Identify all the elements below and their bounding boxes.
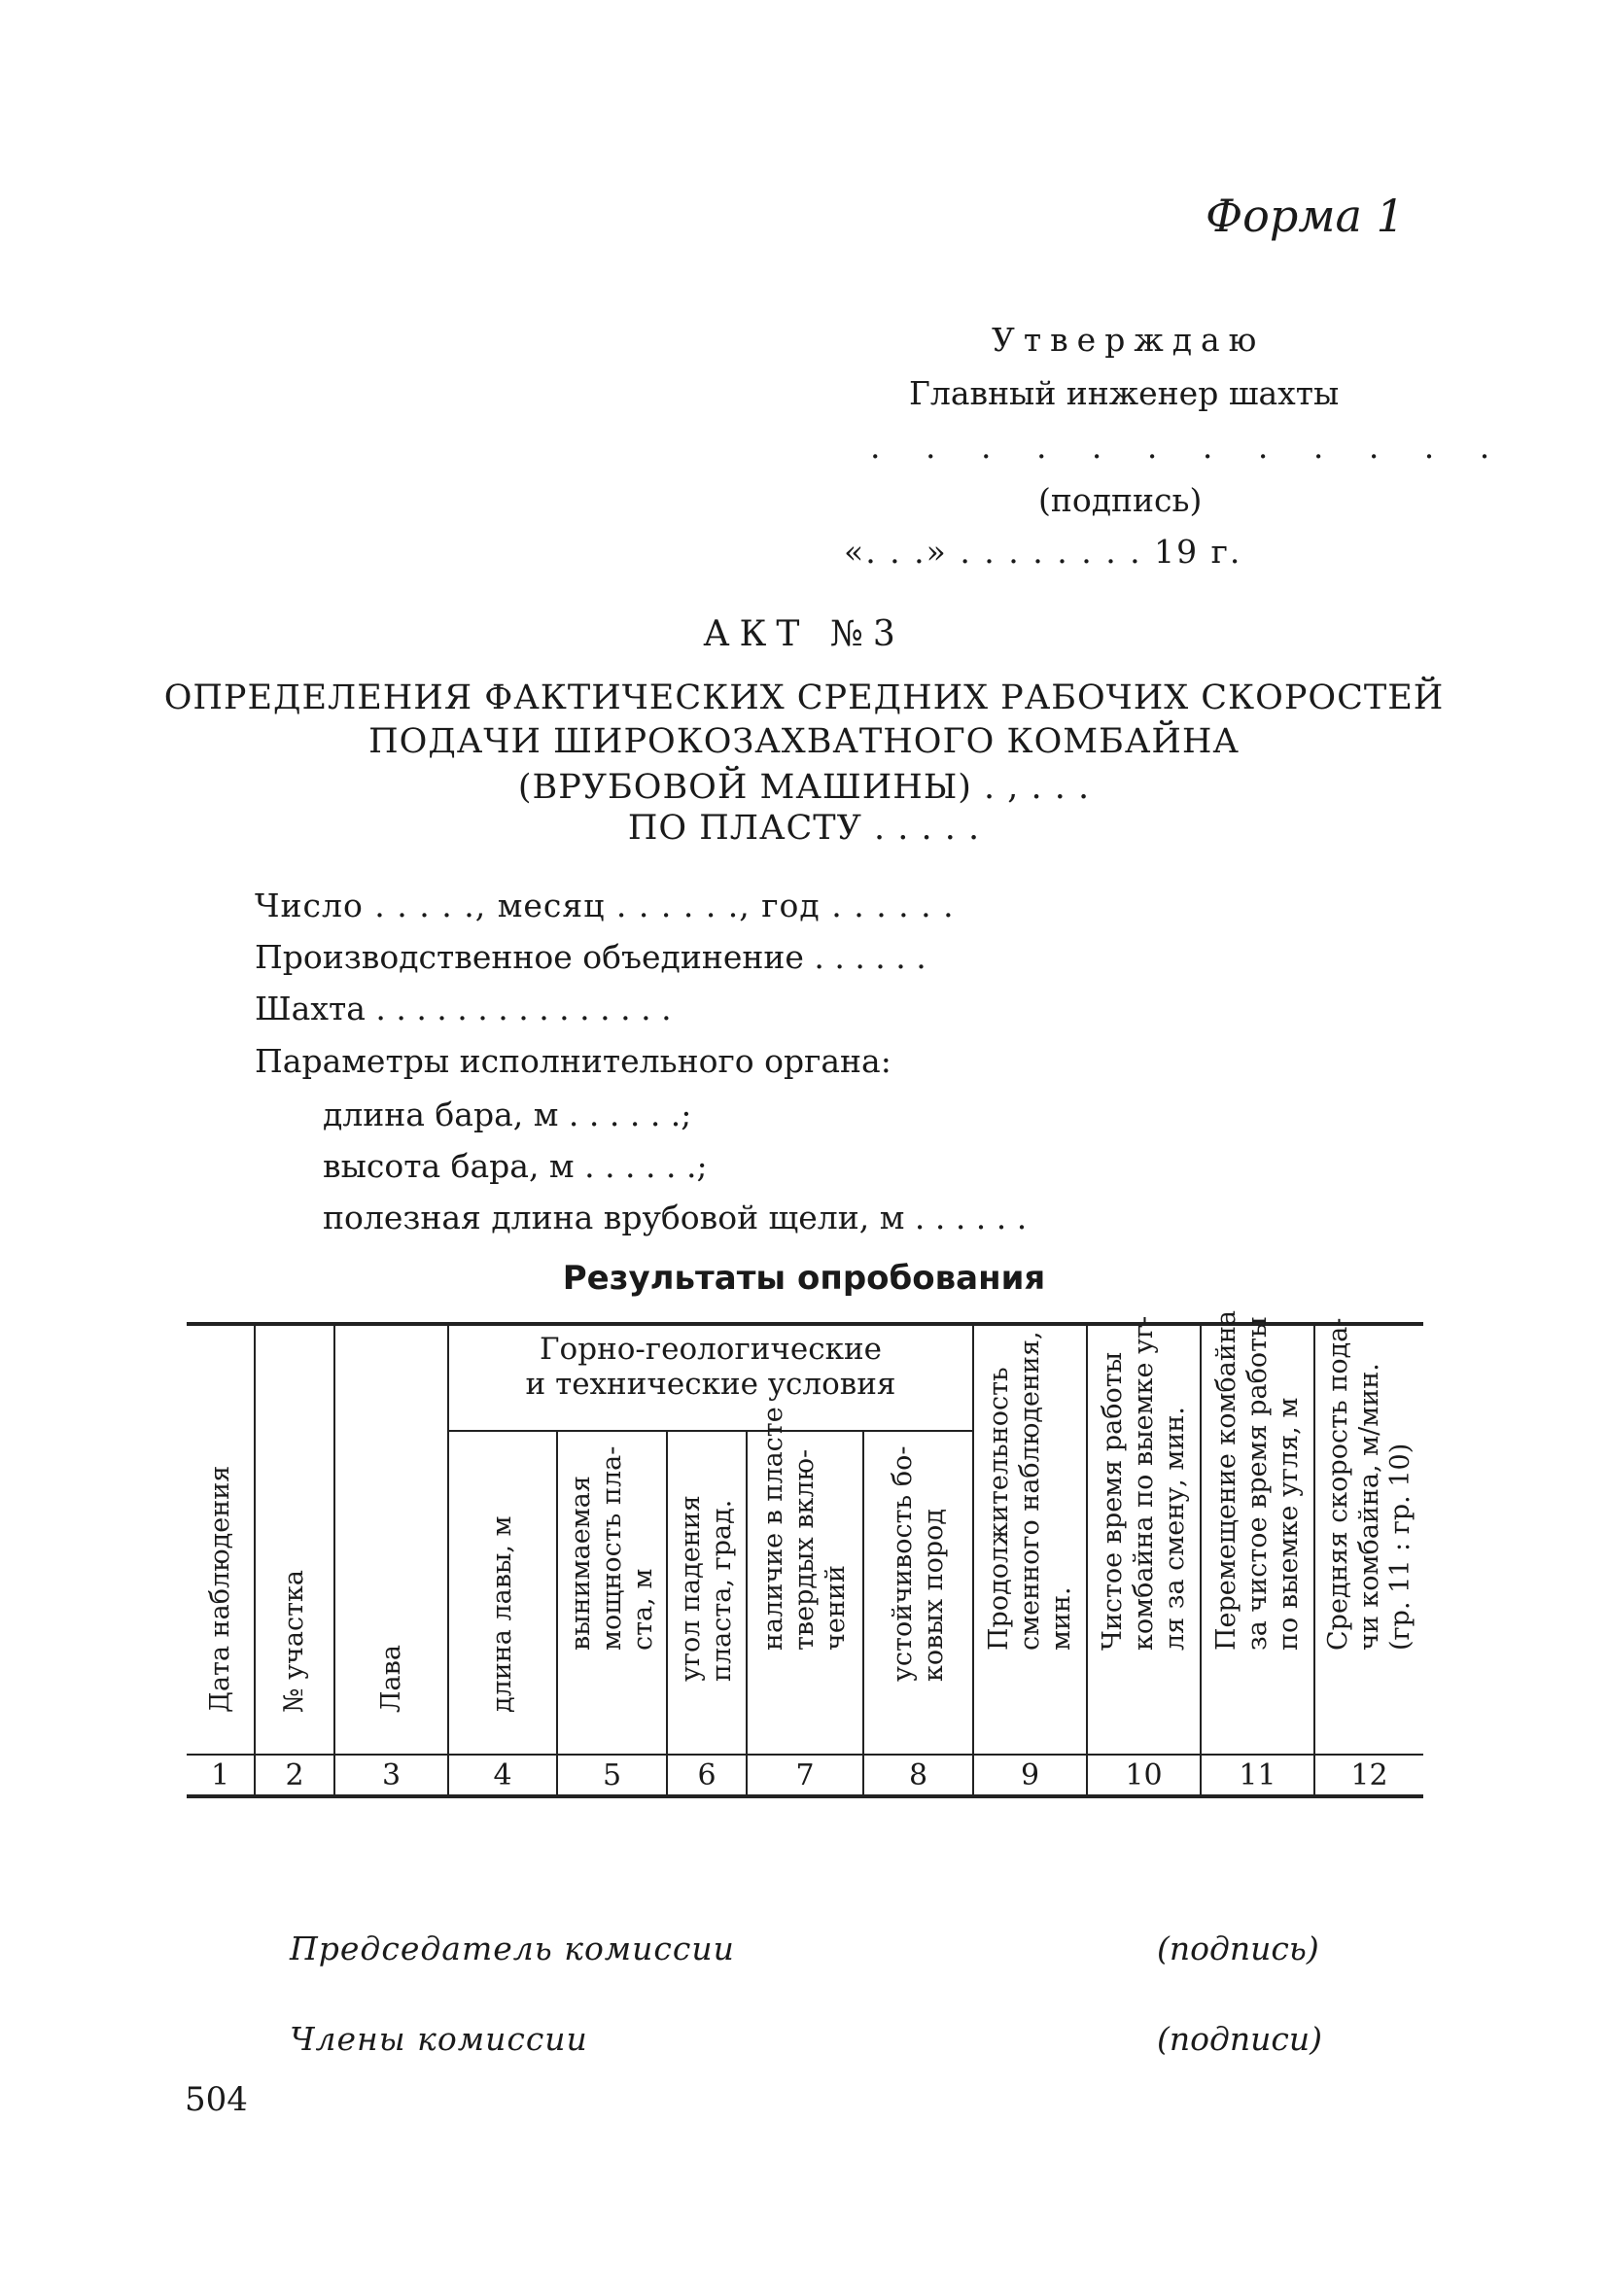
chairman-signature: (подпись): [1157, 1930, 1319, 1967]
column-header: вынимаемая мощность пла- ста, м: [557, 1431, 667, 1756]
approve-text: Утверждаю: [992, 321, 1266, 359]
column-header: Дата наблюдения: [187, 1324, 255, 1755]
column-header: устойчивость бо- ковых пород: [863, 1431, 973, 1756]
column-header: Перемещение комбайна за чистое время работы по выемке угля, м: [1201, 1324, 1314, 1755]
group-header: Горно-геологические и технические условия: [448, 1324, 973, 1431]
column-number: 3: [334, 1755, 448, 1796]
column-number: 8: [863, 1755, 973, 1796]
column-header: № участка: [255, 1324, 334, 1755]
approval-date-line: «. . .» . . . . . . . . 19 г.: [844, 533, 1242, 571]
engineer-title: Главный инженер шахты: [909, 374, 1340, 412]
column-number: 1: [187, 1755, 255, 1796]
column-header: Лава: [334, 1324, 448, 1755]
signature-line: . . . . . . . . . . . .: [870, 428, 1508, 466]
results-title: Результаты опробования: [562, 1259, 1046, 1298]
form-label: Форма 1: [1206, 190, 1405, 242]
act-title: АКТ №3: [703, 614, 905, 654]
column-number: 4: [448, 1755, 557, 1796]
column-header: Чистое время работы комбайна по выемке уг- ля за смену, мин.: [1087, 1324, 1201, 1755]
bar-length-field: длина бара, м . . . . . .;: [323, 1096, 692, 1133]
column-header: длина лавы, м: [448, 1431, 557, 1756]
members-label: Члены комиссии: [290, 2020, 588, 2058]
column-header: Продолжительность сменного наблюдения, мин.: [973, 1324, 1087, 1755]
members-signature: (подписи): [1157, 2020, 1323, 2058]
column-header: наличие в пласте твердых вклю- чений: [747, 1431, 863, 1756]
column-number: 6: [667, 1755, 747, 1796]
column-number: 2: [255, 1755, 334, 1796]
association-field: Производственное объединение . . . . . .: [255, 938, 926, 976]
signature-caption: (подпись): [1038, 481, 1203, 519]
column-number: 9: [973, 1755, 1087, 1796]
page-number: 504: [185, 2080, 248, 2119]
column-number: 7: [747, 1755, 863, 1796]
bar-height-field: высота бара, м . . . . . .;: [323, 1147, 708, 1185]
heading-line-3: (ВРУБОВОЙ МАШИНЫ) . , . . .: [517, 768, 1091, 807]
params-heading: Параметры исполнительного органа:: [255, 1042, 891, 1080]
results-table: [187, 1310, 1423, 1798]
column-number: 11: [1201, 1755, 1314, 1796]
slot-length-field: полезная длина врубовой щели, м . . . . . .: [323, 1199, 1028, 1236]
column-header: Средняя скорость пода- чи комбайна, м/мин. (гр. 11 : гр. 10): [1314, 1324, 1423, 1755]
column-header: угол падения пласта, град.: [667, 1431, 747, 1756]
column-number: 10: [1087, 1755, 1201, 1796]
column-number: 5: [557, 1755, 667, 1796]
chairman-label: Председатель комиссии: [290, 1930, 735, 1967]
heading-line-2: ПОДАЧИ ШИРОКОЗАХВАТНОГО КОМБАЙНА: [368, 722, 1240, 761]
heading-line-1: ОПРЕДЕЛЕНИЯ ФАКТИЧЕСКИХ СРЕДНИХ РАБОЧИХ СКОРОСТЕЙ: [163, 678, 1445, 717]
mine-field: Шахта . . . . . . . . . . . . . . .: [255, 990, 672, 1027]
heading-line-4: ПО ПЛАСТУ . . . . .: [627, 809, 981, 848]
column-number: 12: [1314, 1755, 1423, 1796]
date-fields: Число . . . . ., месяц . . . . . ., год . . . . . .: [255, 887, 955, 924]
